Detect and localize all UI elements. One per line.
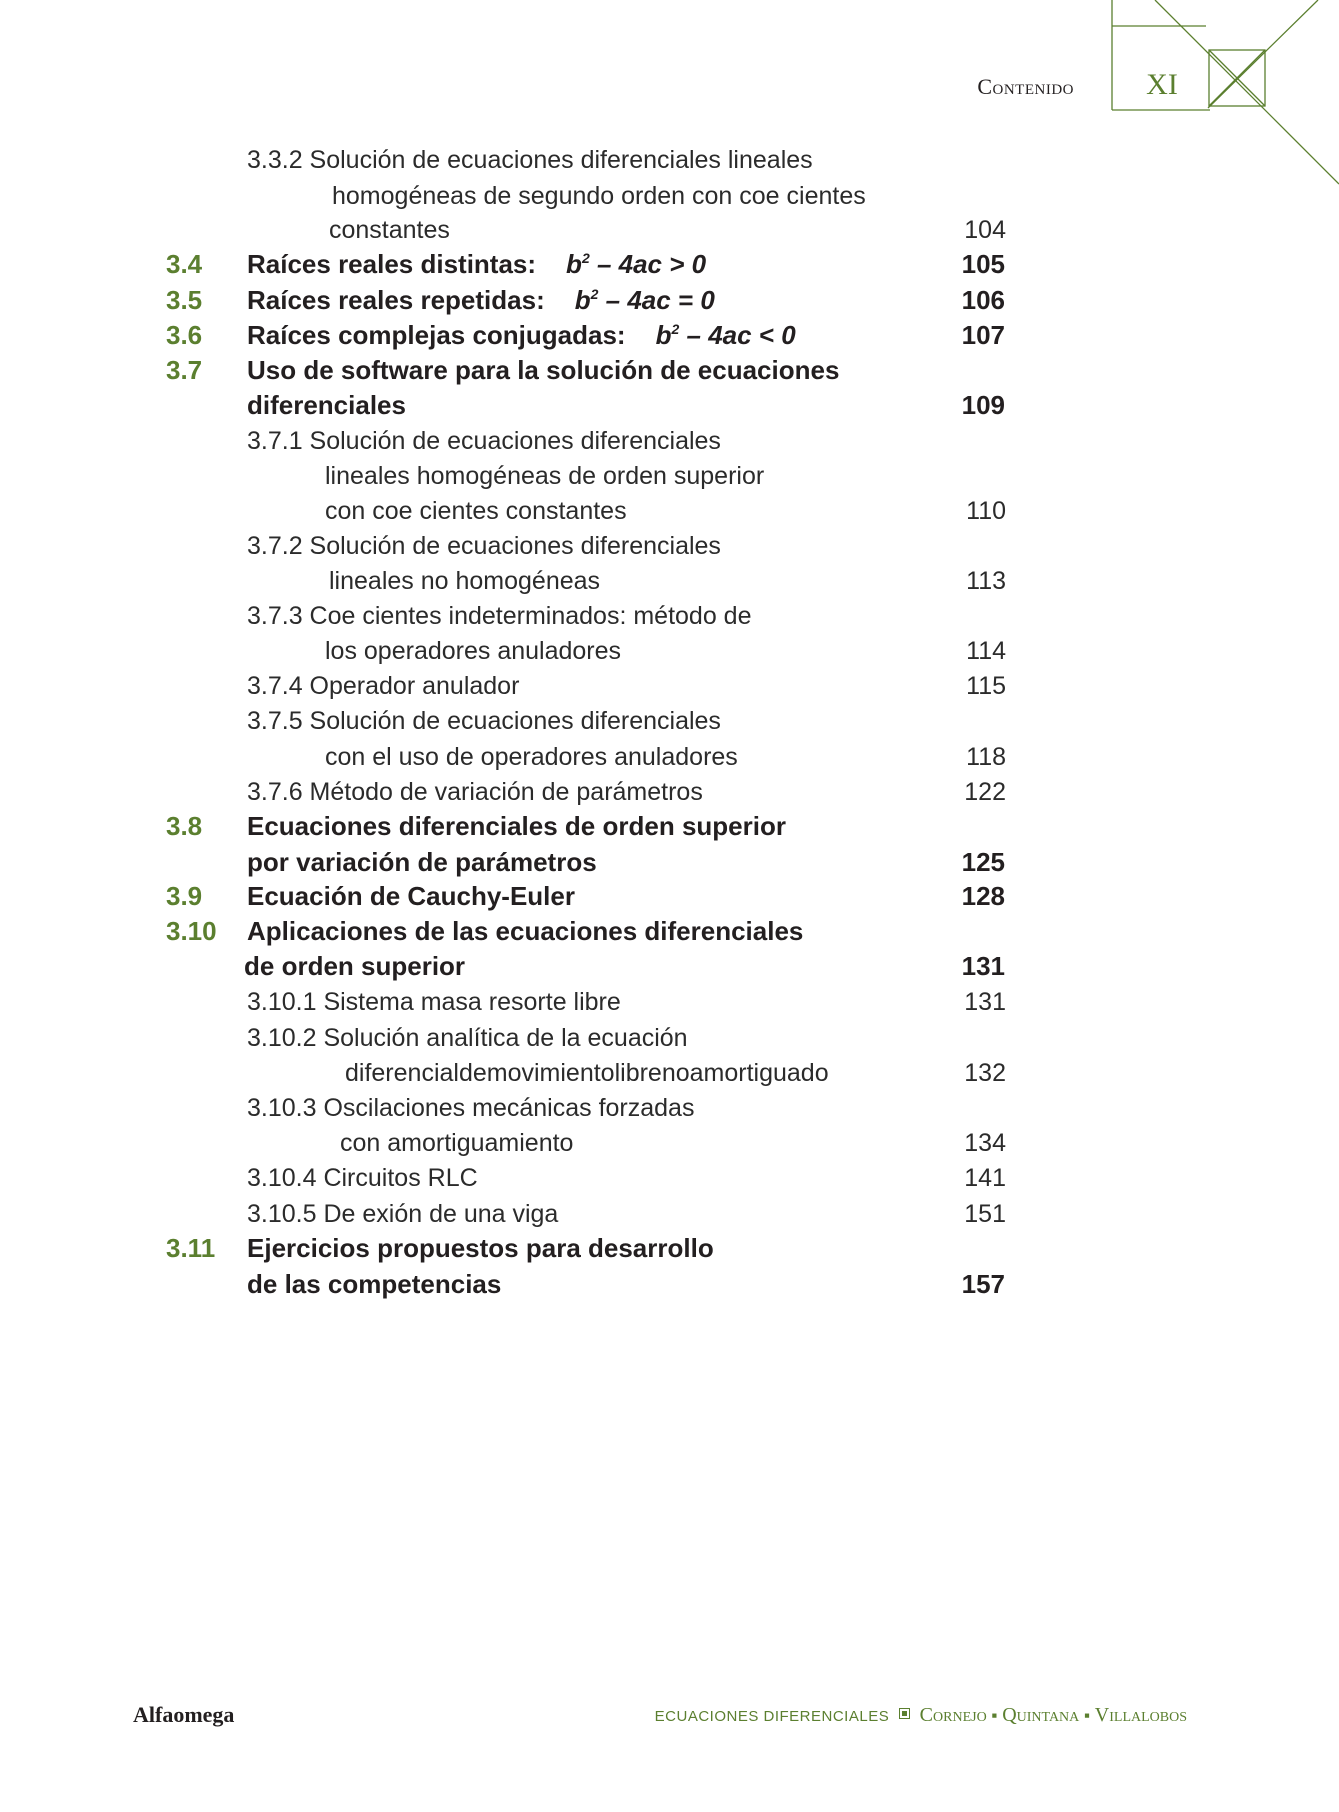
author-3: Villalobos [1094,1704,1187,1726]
formula-rest: – 4ac = 0 [598,285,715,315]
running-header: Contenido [977,74,1074,99]
page-ref: 131 [964,988,1006,1016]
entry-title [247,1269,501,1300]
entry-title [247,320,796,351]
page-ref: 125 [961,847,1005,877]
square-bullet-icon [899,1708,910,1719]
entry-title [247,427,721,456]
page-ref: 151 [964,1200,1006,1228]
toc-entry [0,316,1339,356]
entry-title [247,249,706,280]
toc-entry [0,1019,1339,1059]
dot-separator-icon: ▪ [1084,1706,1091,1725]
entry-title [247,355,839,386]
author-2: Quintana [1002,1704,1080,1726]
toc-entry [0,141,1339,181]
formula-rest: – 4ac > 0 [589,249,707,279]
entry-title [247,707,721,736]
entry-title-text: Raíces complejas conjugadas: [247,320,626,350]
entry-title [247,602,751,631]
entry-title-text: 3.7.1 Solución de ecuaciones diferenciales [247,427,721,455]
entry-title-text: con el uso de operadores anuladores [325,743,738,771]
toc-entry [0,386,1339,426]
entry-title [247,672,519,701]
toc-entry [0,562,1339,602]
entry-title-text: por variación de parámetros [247,847,597,877]
entry-title-text: de orden superior [244,951,466,981]
toc-entry [0,351,1339,391]
toc-entry [0,1159,1339,1199]
page-ref: 110 [966,497,1006,525]
section-number: 3.4 [166,249,203,279]
entry-title-text: con amortiguamiento [340,1129,574,1157]
entry-title-text: Ecuaciones diferenciales de orden superior [247,811,786,841]
entry-title [247,881,575,912]
entry-title-text: 3.7.2 Solución de ecuaciones diferenciales [247,532,721,560]
section-number: 3.8 [166,811,203,841]
toc-entry [0,807,1339,847]
toc-entry [0,632,1339,672]
discriminant-formula [566,249,706,279]
toc-entry [0,877,1339,917]
formula-b: b [655,320,672,350]
entry-title [329,567,600,596]
page-ref: 109 [961,390,1005,420]
toc-entry [0,1054,1339,1094]
toc-entry [0,1265,1339,1305]
entry-title-text: constantes [329,216,450,244]
entry-title-text: lineales no homogéneas [329,567,601,595]
entry-title [247,390,406,421]
toc-entry [0,912,1339,952]
toc-entry [0,1089,1339,1129]
entry-title [247,1024,688,1053]
entry-title-text: 3.10.2 Solución analítica de la ecuación [247,1024,688,1052]
entry-title-text: diferenciales [247,390,406,420]
entry-title-text: 3.10.1 Sistema masa resorte libre [247,988,621,1016]
entry-title [325,743,738,772]
formula-b: b [574,285,591,315]
page-ref: 105 [961,249,1005,279]
entry-title-text: 3.7.4 Operador anulador [247,672,520,700]
entry-title-text: diferencialdemovimientolibrenoamortiguado [345,1059,829,1087]
entry-title [329,216,450,245]
entry-title-text: lineales homogéneas de orden superior [325,462,765,490]
entry-title [325,637,621,666]
toc-entry [0,1124,1339,1164]
entry-title [244,951,465,982]
entry-title-text: de las competencias [247,1269,502,1299]
formula-rest: – 4ac < 0 [679,320,796,350]
entry-title [345,1059,829,1088]
section-number: 3.5 [166,285,203,315]
entry-title-text: Raíces reales distintas: [247,249,537,279]
toc-entry [0,245,1339,285]
section-number: 3.11 [166,1233,216,1263]
entry-title-text: los operadores anuladores [325,637,622,665]
page-ref: 106 [961,285,1005,315]
entry-title [332,182,866,211]
formula-exponent: 2 [671,321,680,337]
entry-title-text: Aplicaciones de las ecuaciones diferenciales [247,916,804,946]
formula-exponent: 2 [581,250,590,266]
entry-title-text: Raíces reales repetidas: [247,285,545,315]
formula-exponent: 2 [590,286,599,302]
entry-title [340,1129,573,1158]
section-number: 3.10 [166,916,217,946]
toc-entry [0,597,1339,637]
toc-entry [0,281,1339,321]
dot-separator-icon: ▪ [991,1706,998,1725]
entry-title [247,811,786,842]
entry-title-text: 3.10.4 Circuitos RLC [247,1164,478,1192]
entry-title-text: Ecuación de Cauchy-Euler [247,881,575,911]
entry-title [247,532,721,561]
formula-b: b [566,249,582,279]
toc-entry [0,457,1339,497]
page-ref: 122 [964,778,1006,806]
discriminant-formula [575,285,715,315]
entry-title [247,1200,558,1229]
entry-title [247,1233,714,1264]
page-ref: 104 [964,216,1006,244]
page-ref: 113 [966,567,1006,595]
entry-title [247,285,715,316]
author-1: Cornejo [919,1704,987,1726]
page-ref: 107 [961,320,1005,350]
entry-title-text: 3.3.2 Solución de ecuaciones diferenciales lineales [247,146,813,174]
entry-title [247,1164,478,1193]
page-ref: 118 [966,743,1006,771]
toc-entry [0,492,1339,532]
entry-title-text: 3.10.3 Oscilaciones mecánicas forzadas [247,1094,695,1122]
page-ref: 132 [964,1059,1006,1087]
section-number: 3.6 [166,320,203,350]
entry-title-text: con coe cientes constantes [325,497,627,525]
discriminant-formula [656,320,796,350]
page-ref: 157 [961,1269,1005,1299]
page-ref: 134 [964,1129,1006,1157]
entry-title-text: Uso de software para la solución de ecuaciones [247,355,840,385]
toc-entry [0,983,1339,1023]
entry-title [247,1094,694,1123]
toc-entry [0,1229,1339,1269]
entry-title [325,462,764,491]
entry-title [247,988,621,1017]
section-number: 3.7 [166,355,203,385]
section-number: 3.9 [166,881,203,911]
entry-title-text: 3.7.5 Solución de ecuaciones diferenciales [247,707,721,735]
entry-title [325,497,627,526]
page-ref: 115 [966,672,1006,700]
toc-entry [0,667,1339,707]
toc-entry [0,947,1339,987]
entry-title [247,847,597,878]
page-ref: 131 [961,951,1005,981]
entry-title [247,916,803,947]
entry-title-text: homogéneas de segundo orden con coe cientes [332,182,866,210]
toc-entry [0,738,1339,778]
page-ref: 141 [964,1164,1006,1192]
page-ref: 128 [961,881,1005,911]
entry-title-text: 3.10.5 De exión de una viga [247,1200,559,1228]
toc-entry [0,527,1339,567]
entry-title-text: Ejercicios propuestos para desarrollo [247,1233,714,1263]
publisher-name: Alfaomega [133,1702,235,1727]
page-number: XI [1146,68,1178,101]
book-title: ECUACIONES DIFERENCIALES [654,1708,890,1725]
entry-title-text: 3.7.6 Método de variación de parámetros [247,778,703,806]
toc-entry [0,422,1339,462]
book-credit [655,1704,1187,1727]
page-ref: 114 [966,637,1006,665]
entry-title [247,778,703,807]
entry-title [247,146,813,175]
entry-title-text: 3.7.3 Coe cientes indeterminados: método de [247,602,752,630]
toc-entry [0,702,1339,742]
